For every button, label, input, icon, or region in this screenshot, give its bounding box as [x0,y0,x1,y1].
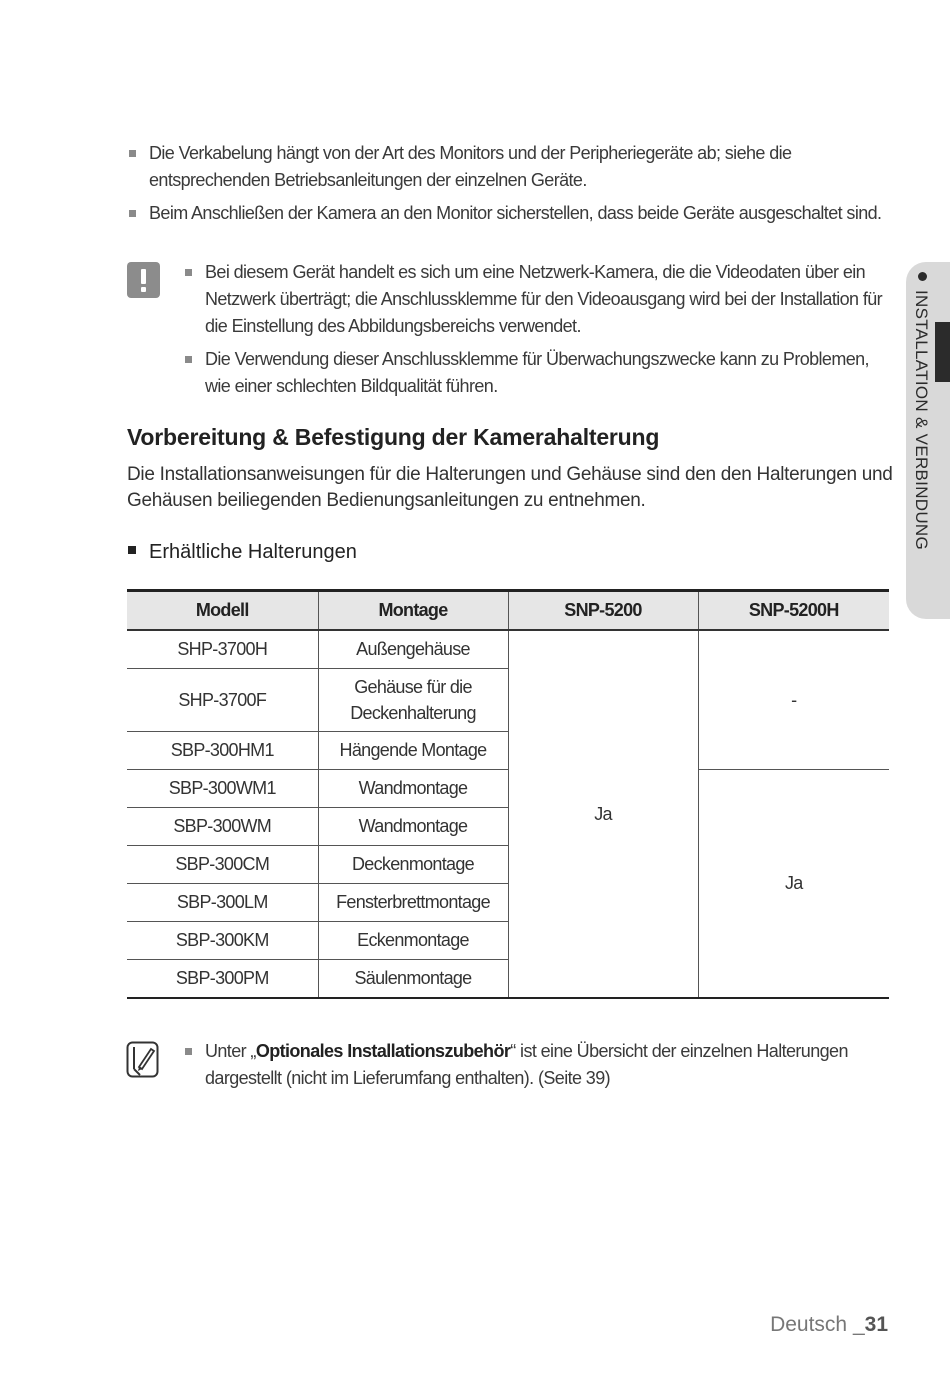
caution-text: Die Verwendung dieser Anschlussklemme für Überwachungszwecke kann zu Problemen, wie einer schlechten Bildqualität führen. [205,349,869,396]
cell-mount: Eckenmontage [318,922,508,960]
section-description: Die Installationsanweisungen für die Halterungen und Gehäuse sind den den Halterungen und Gehäusen beiliegenden Bedienungsanleitungen zu entnehmen. [127,464,893,511]
caution-text: Bei diesem Gerät handelt es sich um eine Netzwerk-Kamera, die die Videodaten über ein Netzwerk überträgt; die Anschlussklemme für den Videoausgang wird bei der Installation für die Einstellung des Abbildungsbereichs verwendet. [205,262,883,336]
chapter-label [911,272,931,550]
bullet-square-icon [128,546,136,554]
cell-snp5200: Ja [508,630,698,998]
cell-snp5200h: - [698,630,889,770]
cell-model: SBP-300HM1 [127,732,318,770]
bullet-square-icon [185,356,192,363]
note-list [184,1038,894,1098]
list-item [184,346,884,400]
cell-model: SHP-3700F [127,669,318,732]
cell-model: SBP-300CM [127,846,318,884]
chapter-marker-bar [935,322,950,382]
page-number: 31 [864,1313,888,1336]
cell-model: SHP-3700H [127,630,318,669]
list-item [128,140,888,194]
mounts-table [127,589,889,999]
subheading-text: Erhältliche Halterungen [149,541,357,563]
list-item [128,200,888,227]
intro-bullet-list [128,140,888,233]
bullet-dot-icon [918,272,927,281]
cell-model: SBP-300WM1 [127,770,318,808]
bullet-text: Beim Anschließen der Kamera an den Monitor sicherstellen, dass beide Geräte ausgeschaltet sind. [149,203,882,223]
chapter-label-text: INSTALLATION & VERBINDUNG [912,290,931,551]
cell-mount: Wandmontage [318,770,508,808]
cell-model: SBP-300PM [127,960,318,999]
note-link-text: Optionales Installationszubehör [255,1041,511,1061]
bullet-square-icon [129,210,136,217]
header-model: Modell [127,591,318,631]
exclamation-icon [127,262,160,298]
cell-mount: Gehäuse für die Deckenhalterung [318,669,508,732]
table-row [127,630,889,669]
bullet-square-icon [185,1048,192,1055]
cell-snp5200h: Ja [698,770,889,999]
header-snp5200h: SNP-5200H [698,591,889,631]
page-footer [770,1313,888,1337]
note-suffix: “ ist eine Übersicht der einzelnen Halterungen dargestellt (nicht im Lieferumfang enthalten). (Seite 39) [205,1041,848,1088]
cell-model: SBP-300LM [127,884,318,922]
header-mount: Montage [318,591,508,631]
cell-mount: Hängende Montage [318,732,508,770]
table-header-row [127,591,889,631]
bullet-text: Die Verkabelung hängt von der Art des Monitors und der Peripheriegeräte ab; siehe die entsprechenden Betriebsanleitungen der einzelnen Geräte. [149,143,792,190]
cell-mount: Fensterbrettmontage [318,884,508,922]
footer-language: Deutsch _ [770,1313,865,1336]
cell-mount: Deckenmontage [318,846,508,884]
list-item [184,1038,894,1092]
header-snp5200: SNP-5200 [508,591,698,631]
bullet-square-icon [185,269,192,276]
caution-list [184,259,884,406]
cell-model: SBP-300WM [127,808,318,846]
note-pencil-icon [126,1041,159,1078]
cell-model: SBP-300KM [127,922,318,960]
bullet-square-icon [129,150,136,157]
cell-mount: Wandmontage [318,808,508,846]
note-prefix: Unter „ [205,1041,256,1061]
section-title: Vorbereitung & Befestigung der Kamerahalterung [127,424,660,450]
cell-mount: Säulenmontage [318,960,508,999]
cell-mount: Außengehäuse [318,630,508,669]
subheading [128,541,357,564]
list-item [184,259,884,340]
